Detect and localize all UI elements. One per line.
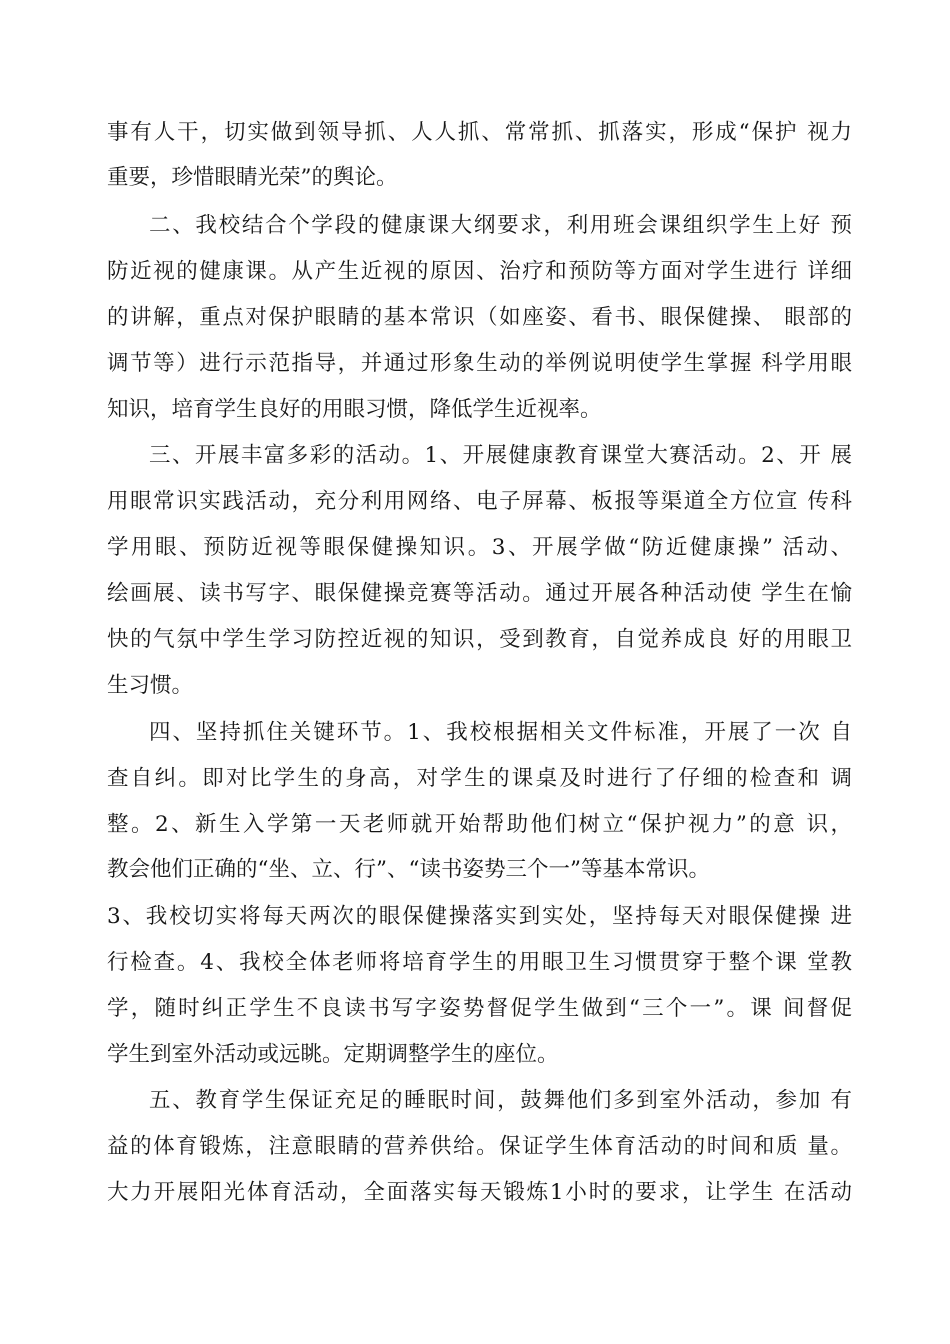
text-line: 学用眼、预防近视等眼保健操知识。3、开展学做“防近健康操” 活动、 xyxy=(107,535,852,560)
text-line: 调节等）进行示范指导，并通过形象生动的举例说明使学生掌握 科学用眼 xyxy=(107,351,852,376)
text-line: 查自纠。即对比学生的身高，对学生的课桌及时进行了仔细的检查和 调 xyxy=(107,766,852,791)
text-line: 三、开展丰富多彩的活动。1、开展健康教育课堂大赛活动。2、开 展 xyxy=(149,443,852,468)
text-line: 防近视的健康课。从产生近视的原因、治疗和预防等方面对学生进行 详细 xyxy=(107,259,852,284)
text-line: 绘画展、读书写字、眼保健操竞赛等活动。通过开展各种活动使 学生在愉 xyxy=(107,581,852,606)
text-line: 3、我校切实将每天两次的眼保健操落实到实处，坚持每天对眼保健操 进 xyxy=(107,904,852,929)
text-line: 益的体育锻炼，注意眼睛的营养供给。保证学生体育活动的时间和质 量。 xyxy=(107,1134,852,1159)
text-line: 的讲解，重点对保护眼睛的基本常识（如座姿、看书、眼保健操、 眼部的 xyxy=(107,305,852,330)
text-line: 事有人干，切实做到领导抓、人人抓、常常抓、抓落实，形成“保护 视力 xyxy=(107,120,852,145)
text-line: 学生到室外活动或远眺。定期调整学生的座位。 xyxy=(107,1042,559,1067)
text-line: 学，随时纠正学生不良读书写字姿势督促学生做到“三个一”。课 间督促 xyxy=(107,996,852,1021)
text-line: 快的气氛中学生学习防控近视的知识，受到教育，自觉养成良 好的用眼卫 xyxy=(107,627,852,652)
text-line: 生习惯。 xyxy=(107,673,194,698)
text-line: 行检查。4、我校全体老师将培育学生的用眼卫生习惯贯穿于整个课 堂教 xyxy=(107,950,852,975)
text-line: 四、坚持抓住关键环节。1、我校根据相关文件标准，开展了一次 自 xyxy=(149,720,852,745)
text-line: 五、教育学生保证充足的睡眠时间，鼓舞他们多到室外活动，参加 有 xyxy=(149,1088,852,1113)
text-line: 大力开展阳光体育活动，全面落实每天锻炼1小时的要求，让学生 在活动 xyxy=(107,1180,852,1205)
text-line: 重要，珍惜眼睛光荣”的舆论。 xyxy=(107,165,398,190)
text-line: 二、我校结合个学段的健康课大纲要求，利用班会课组织学生上好 预 xyxy=(149,213,852,238)
text-line: 知识，培育学生良好的用眼习惯，降低学生近视率。 xyxy=(107,397,602,422)
text-line: 用眼常识实践活动，充分利用网络、电子屏幕、板报等渠道全方位宣 传科 xyxy=(107,489,852,514)
text-line: 整。2、新生入学第一天老师就开始帮助他们树立“保护视力”的意 识， xyxy=(107,812,852,837)
text-line: 教会他们正确的“坐、立、行”、“读书姿势三个一”等基本常识。 xyxy=(107,857,710,882)
